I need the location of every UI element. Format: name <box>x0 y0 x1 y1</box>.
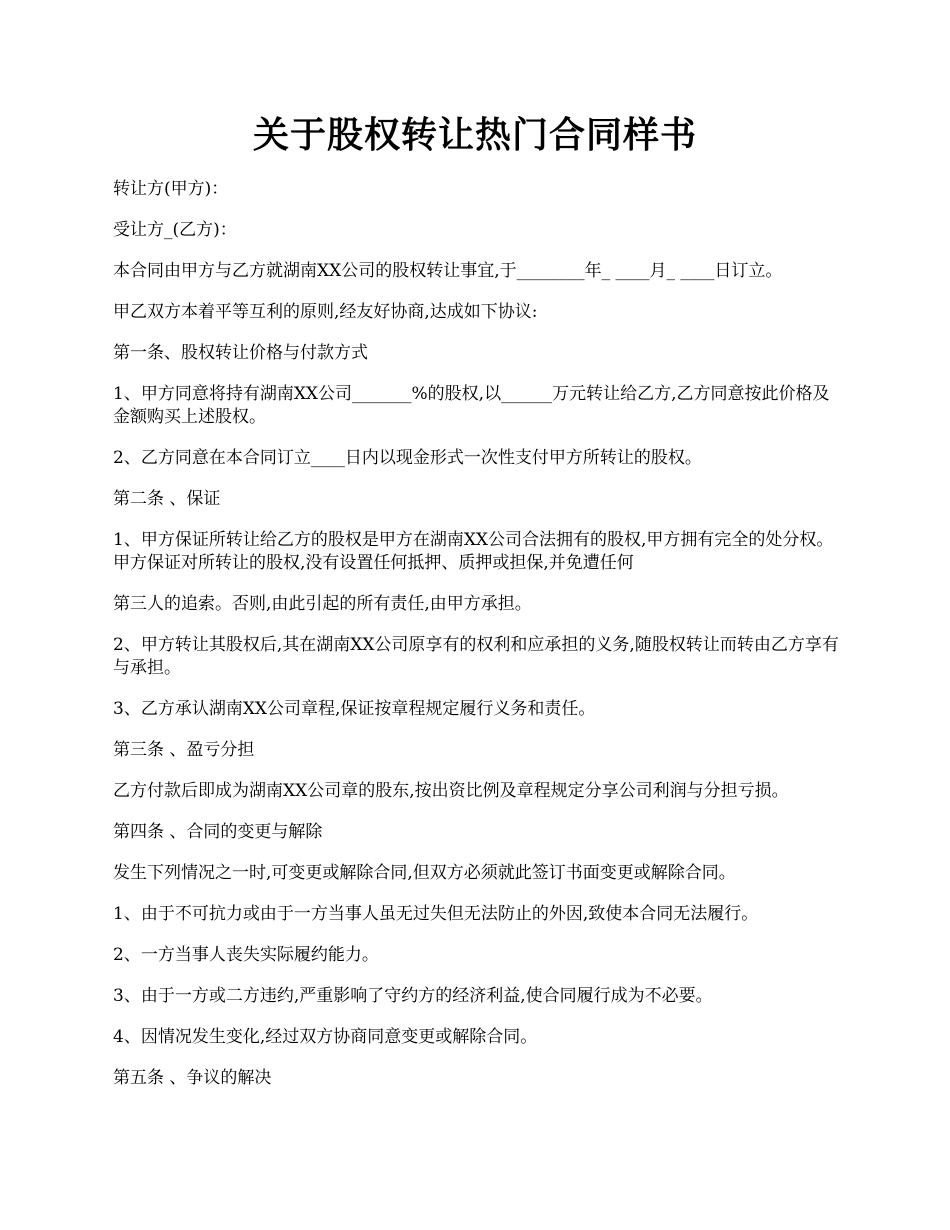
article-3-text: 乙方付款后即成为湖南XX公司章的股东,按出资比例及章程规定分享公司利润与分担亏损。 <box>113 781 789 801</box>
document-body <box>113 178 843 1108</box>
article-2-clause-2: 2、甲方转让其股权后,其在湖南XX公司原享有的权利和应承担的义务,随股权转让而转由乙方享有与承担。 <box>113 635 839 678</box>
article-3-heading: 第三条 、盈亏分担 <box>113 740 255 760</box>
article-2-clause-1: 1、甲方保证所转让给乙方的股权是甲方在湖南XX公司合法拥有的股权,甲方拥有完全的处分权。甲方保证对所转让的股权,没有设置任何抵押、质押或担保,并免遭任何 <box>113 530 834 573</box>
agreement-intro: 甲乙双方本着平等互利的原则,经友好协商,达成如下协议: <box>113 302 538 322</box>
article-4-clause-3: 3、由于一方或二方违约,严重影响了守约方的经济利益,使合同履行成为不必要。 <box>113 986 713 1006</box>
article-4-clause-1: 1、由于不可抗力或由于一方当事人虽无过失但无法防止的外因,致使本合同无法履行。 <box>113 904 759 924</box>
article-1-clause-1: 1、甲方同意将持有湖南XX公司_______%的股权,以______万元转让给乙方,乙方同意按此价格及金额购买上述股权。 <box>113 384 830 427</box>
article-1-clause-2: 2、乙方同意在本合同订立____日内以现金形式一次性支付甲方所转让的股权。 <box>113 448 702 468</box>
article-2-heading: 第二条 、保证 <box>113 489 221 509</box>
article-4-intro: 发生下列情况之一时,可变更或解除合同,但双方必须就此签订书面变更或解除合同。 <box>113 863 736 883</box>
article-4-clause-4: 4、因情况发生变化,经过双方协商同意变更或解除合同。 <box>113 1027 538 1047</box>
article-5-heading: 第五条 、争议的解决 <box>113 1068 272 1088</box>
article-2-clause-3: 3、乙方承认湖南XX公司章程,保证按章程规定履行义务和责任。 <box>113 699 596 719</box>
article-2-clause-1-continued: 第三人的追索。否则,由此引起的所有责任,由甲方承担。 <box>113 594 532 614</box>
contract-date-line: 本合同由甲方与乙方就湖南XX公司的股权转让事宜,于________年_ ____月_ ____日订立。 <box>113 261 783 281</box>
party-b-line: 受让方_(乙方)： <box>113 220 237 240</box>
document-title: 关于股权转让热门合同样书 <box>252 114 697 156</box>
party-a-line: 转让方(甲方)： <box>113 179 229 199</box>
article-4-clause-2: 2、一方当事人丧失实际履约能力。 <box>113 945 379 965</box>
article-4-heading: 第四条 、合同的变更与解除 <box>113 822 323 842</box>
article-1-heading: 第一条、股权转让价格与付款方式 <box>113 343 368 363</box>
